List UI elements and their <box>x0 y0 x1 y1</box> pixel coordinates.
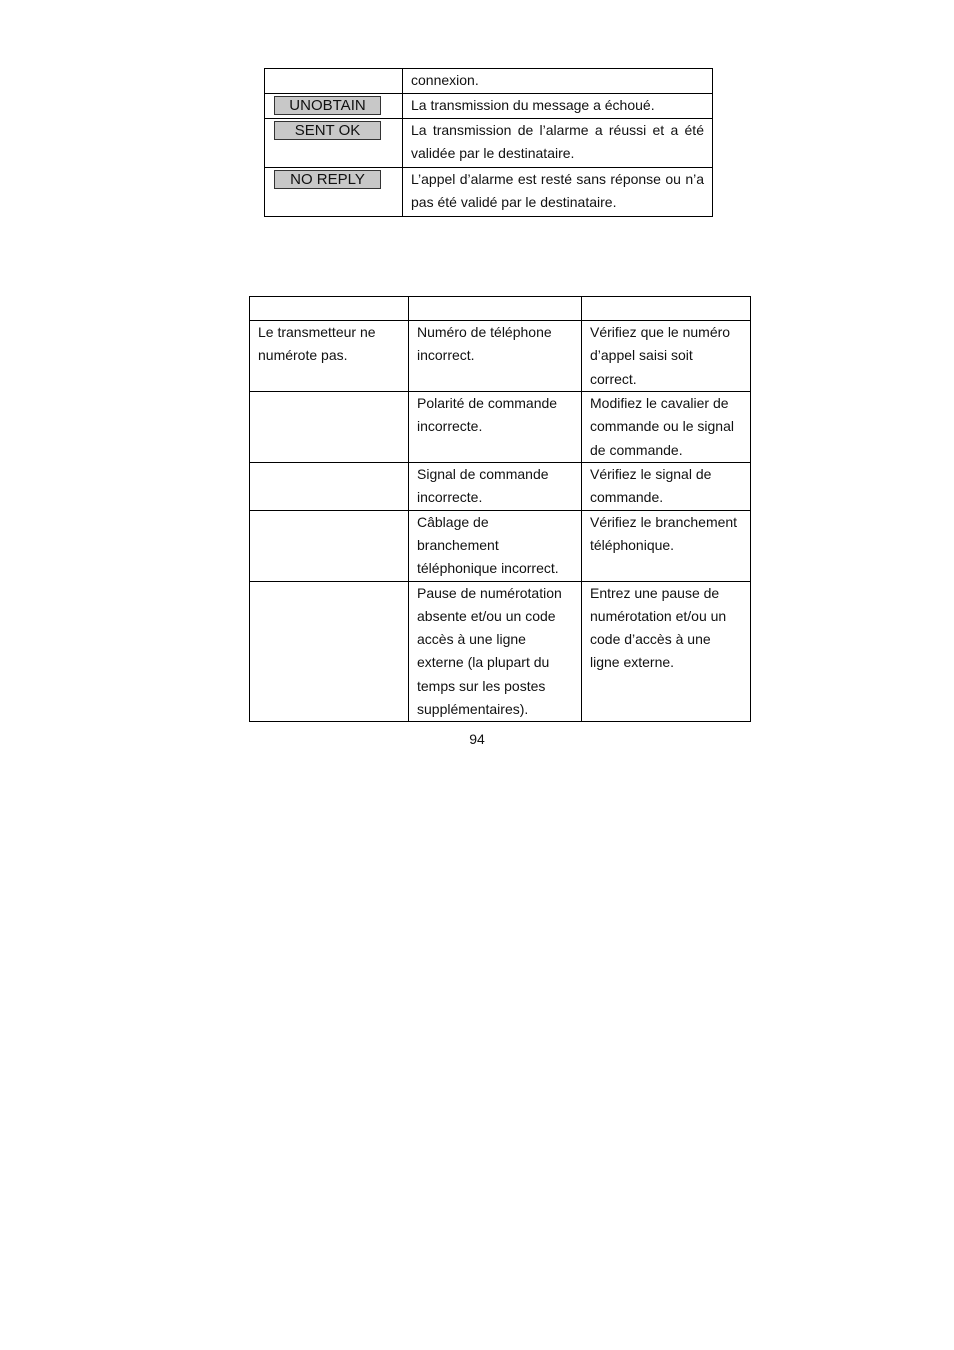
table-row <box>250 392 751 463</box>
status-description: L’appel d’alarme est resté sans réponse ou n’a pas été validé par le destinataire. <box>403 168 713 217</box>
troubleshooting-table <box>249 296 751 722</box>
table-row <box>265 168 713 217</box>
page-number: 94 <box>469 731 485 747</box>
header-cell <box>582 297 751 321</box>
header-cell <box>409 297 582 321</box>
table-row <box>265 69 713 94</box>
solution-cell: Modifiez le cavalier de commande ou le signal de commande. <box>582 392 751 463</box>
status-badge: UNOBTAIN <box>274 96 381 115</box>
table-row <box>265 94 713 119</box>
problem-cell <box>250 463 409 511</box>
solution-cell: Vérifiez le branchement téléphonique. <box>582 510 751 581</box>
problem-cell <box>250 392 409 463</box>
problem-cell: Le transmetteur ne numérote pas. <box>250 321 409 392</box>
cause-cell: Pause de numérotation absente et/ou un code accès à une ligne externe (la plupart du temps sur les postes supplémentaires). <box>409 581 582 722</box>
status-cell <box>265 69 403 94</box>
solution-cell: Vérifiez que le numéro d’appel saisi soit correct. <box>582 321 751 392</box>
table-row <box>250 581 751 722</box>
table-row <box>250 463 751 511</box>
status-table <box>264 68 713 217</box>
status-description: La transmission de l’alarme a réussi et a été validée par le destinataire. <box>403 119 713 168</box>
status-description: La transmission du message a échoué. <box>403 94 713 119</box>
solution-cell: Vérifiez le signal de commande. <box>582 463 751 511</box>
status-cell <box>265 94 403 119</box>
status-badge: NO REPLY <box>274 170 381 189</box>
cause-cell: Câblage de branchement téléphonique incorrect. <box>409 510 582 581</box>
problem-cell <box>250 581 409 722</box>
cause-cell: Polarité de commande incorrecte. <box>409 392 582 463</box>
status-description: connexion. <box>403 69 713 94</box>
table-row <box>250 321 751 392</box>
problem-cell <box>250 510 409 581</box>
solution-cell: Entrez une pause de numérotation et/ou un code d’accès à une ligne externe. <box>582 581 751 722</box>
table-header-row <box>250 297 751 321</box>
table-row <box>265 119 713 168</box>
header-cell <box>250 297 409 321</box>
status-cell <box>265 168 403 217</box>
table-row <box>250 510 751 581</box>
status-badge: SENT OK <box>274 121 381 140</box>
cause-cell: Numéro de téléphone incorrect. <box>409 321 582 392</box>
cause-cell: Signal de commande incorrecte. <box>409 463 582 511</box>
status-cell <box>265 119 403 168</box>
